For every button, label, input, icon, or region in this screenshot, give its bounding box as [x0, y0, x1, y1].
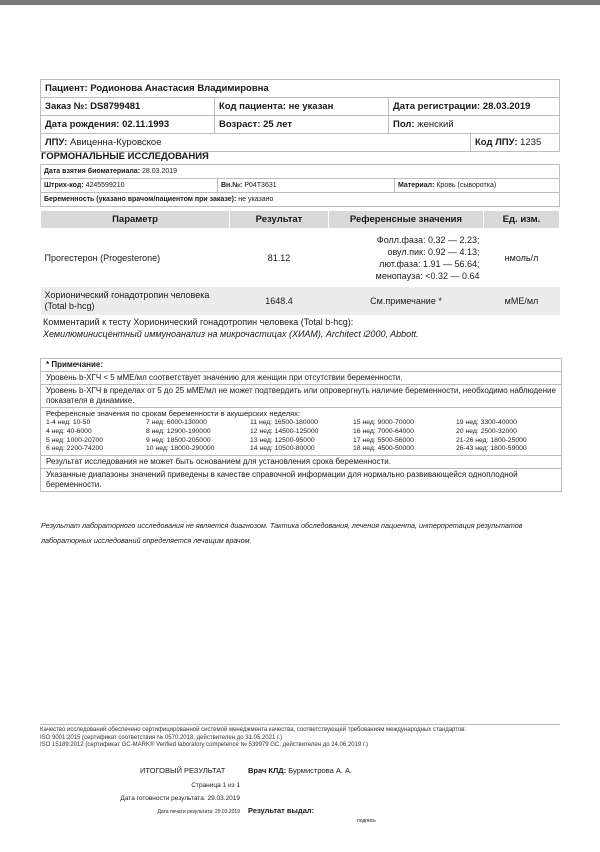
week-range: 17 нед: 5500-56000	[353, 436, 414, 444]
note-line-4: Указанные диапазоны значений приведены в качестве справочной информации для нормально развивающейся одноплодной беременности.	[46, 470, 518, 490]
comment-block	[43, 316, 419, 340]
age-cell: Возраст: 25 лет	[215, 116, 389, 134]
barcode-cell: Штрих-код: 4245599210	[41, 179, 218, 193]
week-range: 26-43 нед: 1800-59000	[456, 445, 527, 453]
week-range: 19 нед: 3300-40000	[456, 419, 517, 426]
signature-label: подпись	[357, 818, 376, 824]
unit-cell: мМЕ/мл	[484, 287, 560, 315]
note-line-3: Результат исследования не может быть основанием для установления срока беременности.	[41, 456, 561, 469]
registration-date-cell: Дата регистрации: 28.03.2019	[389, 98, 560, 116]
result-cell: 1648.4	[230, 287, 329, 315]
page-counter: Страница 1 из 1	[191, 782, 240, 789]
parameter-cell: Прогестерон (Progesterone)	[44, 252, 161, 263]
comment-text: Хемилюминисцентный иммуноанализ на микрочастицах (ХИАМ), Architect i2000, Abbott.	[43, 329, 419, 339]
results-table	[40, 210, 560, 315]
note-title: * Примечание:	[41, 359, 561, 372]
parameter-cell: Хорионический гонадотропин человека (Total b-hcg)	[41, 287, 230, 315]
lpu-cell: ЛПУ: Авиценна-Куровское	[41, 134, 471, 152]
quality-block	[40, 727, 560, 750]
internal-number-cell: Вн.№: P04T3631	[218, 179, 395, 193]
header-reference: Референсные значения	[329, 211, 484, 229]
header-unit: Ед. изм.	[484, 211, 560, 229]
pregnancy-cell: Беременность (указано врачом/пациентом при заказе): не указано	[41, 193, 560, 207]
week-range: 7 нед: 6000-130000	[146, 419, 207, 426]
header-parameter: Параметр	[41, 211, 230, 229]
patient-name-cell: Пациент: Родионова Анастасия Владимировна	[41, 80, 560, 98]
week-range: 11 нед: 16500-180000	[250, 419, 318, 426]
doctor-line: Врач КЛД: Бурмистрова А. А.	[248, 766, 353, 775]
week-range: 10 нед: 18000-290000	[146, 445, 215, 453]
unit-cell: нмоль/л	[504, 252, 539, 263]
header-result: Результат	[230, 211, 329, 229]
issued-label: Результат выдал:	[248, 806, 315, 815]
week-range: 16 нед: 7000-64000	[353, 427, 414, 435]
note-line-1: Уровень b-ХГЧ < 5 мМЕ/мл соответствует значению для женщин при отсутствии беременности.	[41, 372, 561, 385]
iso-15189: ISO 15189:2012 (сертификат GC-MARK® Verified laboratory competence № 539979 GC, действителен до 24.06.2019 г.)	[40, 742, 369, 748]
top-bar	[0, 0, 600, 5]
print-date: Дата печати результата: 29.03.2019	[157, 809, 240, 815]
lpu-code-cell: Код ЛПУ: 1235	[471, 134, 560, 152]
note-box	[40, 358, 562, 492]
sample-meta-table	[40, 164, 560, 207]
result-cell: 81.12	[267, 252, 291, 263]
week-range: 13 нед: 12500-95000	[250, 436, 315, 444]
week-range: 8 нед: 12900-190000	[146, 427, 211, 435]
week-range: 9 нед: 18500-205000	[146, 436, 211, 444]
table-row	[41, 287, 560, 315]
order-cell: Заказ №: DS8799481	[41, 98, 215, 116]
final-result-label: ИТОГОВЫЙ РЕЗУЛЬТАТ	[140, 766, 226, 775]
biomaterial-date-cell: Дата взятия биоматериала: 28.03.2019	[41, 165, 560, 179]
section-title: ГОРМОНАЛЬНЫЕ ИССЛЕДОВАНИЯ	[41, 151, 209, 162]
patient-code-cell: Код пациента: не указан	[215, 98, 389, 116]
material-cell: Материал: Кровь (сыворотка)	[395, 179, 560, 193]
week-range: 12 нед: 14500-125000	[250, 427, 319, 435]
sex-cell: Пол: женский	[389, 116, 560, 134]
week-range: 20 нед: 2500-32000	[456, 427, 517, 435]
week-range: 21-26 нед: 1800-25000	[456, 436, 527, 444]
reference-cell: См.примечание *	[329, 287, 484, 315]
week-range: 18 нед: 4500-50000	[353, 445, 414, 453]
weeks-grid	[46, 419, 556, 454]
iso-9001: ISO 9001:2015 (сертификат соответствия № 0570.2018, действителен до 31.05.2021 г.)	[40, 734, 283, 741]
quality-text: Качество исследований обеспечено сертифицированной системой менеджмента качества, соответствующей требованиям международных стандартов:	[40, 727, 467, 733]
week-range: 15 нед: 9000-70000	[353, 419, 414, 426]
note-line-2: Уровень b-ХГЧ в пределах от 5 до 25 мМЕ/мл не может подтвердить или опровергнуть наличие беременности, необходимо наблюдение показателя в динамике.	[41, 385, 561, 408]
reference-title: Референсные значения по срокам беременности в акушерских неделях:	[46, 409, 301, 418]
disclaimer: Результат лабораторного исследования не является диагнозом. Тактика обследования, лечения пациента, интерпретация результатов лабораторных исследований определяется лечащим врачом.	[41, 521, 523, 545]
week-range: 14 нед: 10500-80000	[250, 445, 315, 453]
comment-title: Комментарий к тесту Хорионический гонадотропин человека (Total b-hcg):	[43, 317, 354, 327]
week-range: 6 нед: 2200-74200	[46, 445, 104, 453]
patient-info-table	[40, 79, 560, 152]
pregnancy-reference-block	[41, 408, 561, 456]
week-range: 5 нед: 1000-20700	[46, 436, 104, 444]
table-row	[41, 229, 560, 287]
footer-divider	[40, 724, 560, 725]
week-range: 4 нед: 40-6000	[46, 427, 92, 435]
birth-date-cell: Дата рождения: 02.11.1993	[41, 116, 215, 134]
ready-date: Дата готовности результата: 29.03.2019	[120, 795, 240, 802]
reference-cell: Фолл.фаза: 0.32 — 2.23; овул.пик: 0.92 — 4.13; лют.фаза: 1.91 — 56.64; менопауза: <0.32 — 0.64	[375, 234, 480, 281]
week-range: 1-4 нед: 10-50	[46, 419, 91, 426]
